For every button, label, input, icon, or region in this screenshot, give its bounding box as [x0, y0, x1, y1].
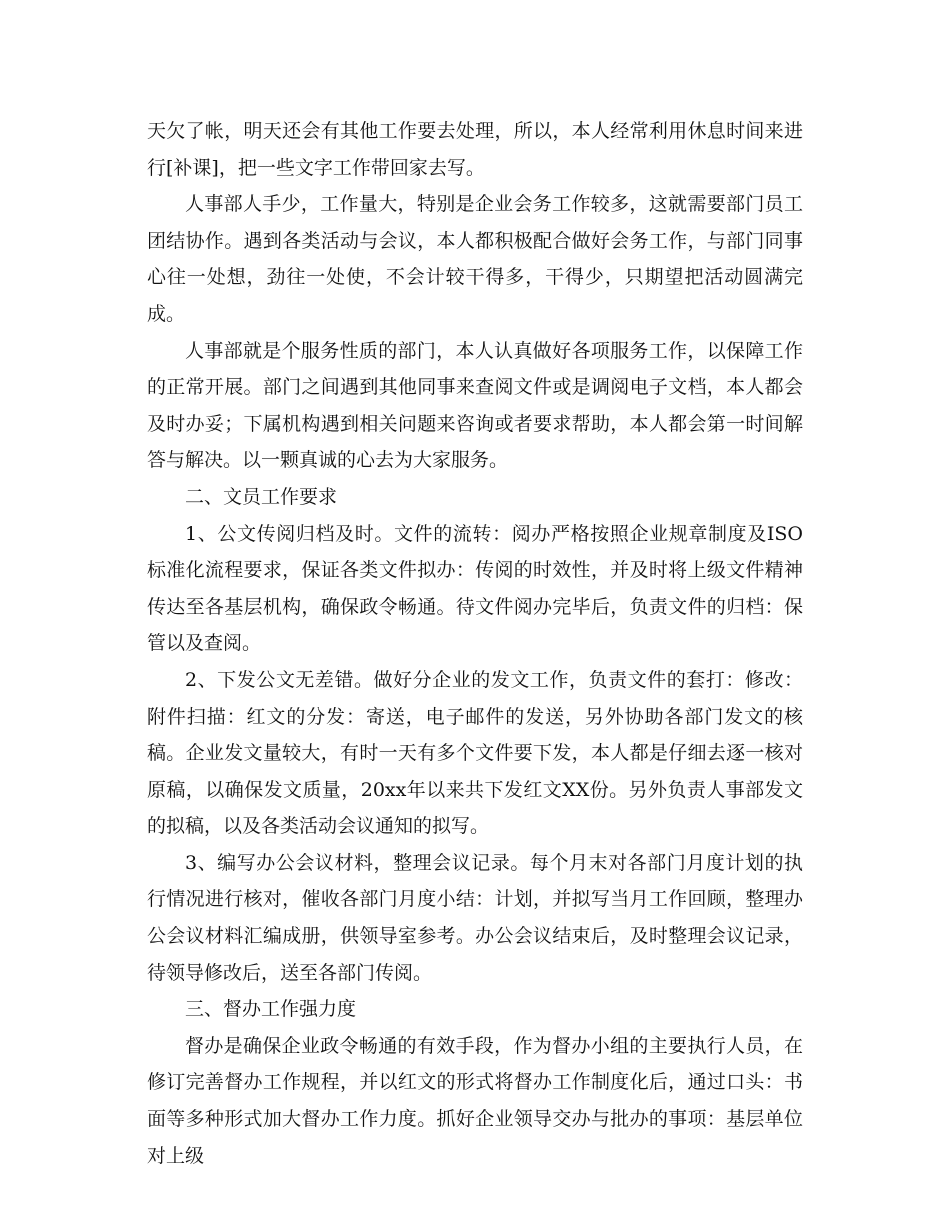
section-heading-clerk-requirements: 二、文员工作要求 — [185, 485, 338, 508]
paragraph-supervision: 督办是确保企业政令畅通的有效手段，作为督办小组的主要执行人员，在修订完善督办工作规程，并以红文的形式将督办工作制度化后，通过口头：书面等多种形式加大督办工作力度。抓好企业领导交办与批办的事项：基层单位对上级 — [147, 1034, 803, 1167]
paragraph-item-2: 2、下发公文无差错。做好分企业的发文工作，负责文件的套打：修改：附件扫描：红文的分发：寄送，电子邮件的发送，另外协助各部门发文的核稿。企业发文量较大，有时一天有多个文件要下发，本人都是仔细去逐一核对原稿，以确保发文质量，20xx年以来共下发红文XX份。另外负责人事部发文的拟稿，以及各类活动会议通知的拟写。 — [147, 668, 803, 838]
paragraph-hr-service: 人事部就是个服务性质的部门，本人认真做好各项服务工作，以保障工作的正常开展。部门之间遇到其他同事来查阅文件或是调阅电子文档，本人都会及时办妥；下属机构遇到相关问题来咨询或者要求帮助，本人都会第一时间解答与解决。以一颗真诚的心去为大家服务。 — [147, 339, 803, 472]
paragraph-continuation: 天欠了帐，明天还会有其他工作要去处理，所以，本人经常利用休息时间来进行[补课]，把一些文字工作带回家去写。 — [147, 120, 803, 179]
paragraph-hr-teamwork: 人事部人手少，工作量大，特别是企业会务工作较多，这就需要部门员工团结协作。遇到各类活动与会议，本人都积极配合做好会务工作，与部门同事心往一处想，劲往一处使，不会计较干得多，干得少，只期望把活动圆满完成。 — [147, 193, 803, 325]
paragraph-item-1: 1、公文传阅归档及时。文件的流转：阅办严格按照企业规章制度及ISO标准化流程要求，保证各类文件拟办：传阅的时效性，并及时将上级文件精神传达至各基层机构，确保政令畅通。待文件阅办完毕后，负责文件的归档：保管以及查阅。 — [147, 522, 803, 655]
section-heading-supervision: 三、督办工作强力度 — [185, 998, 357, 1021]
paragraph-item-3: 3、编写办公会议材料，整理会议记录。每个月末对各部门月度计划的执行情况进行核对，催收各部门月度小结：计划，并拟写当月工作回顾，整理办公会议材料汇编成册，供领导室参考。办公会议结束后，及时整理会议记录，待领导修改后，送至各部门传阅。 — [147, 851, 803, 984]
document-body — [147, 113, 803, 1174]
